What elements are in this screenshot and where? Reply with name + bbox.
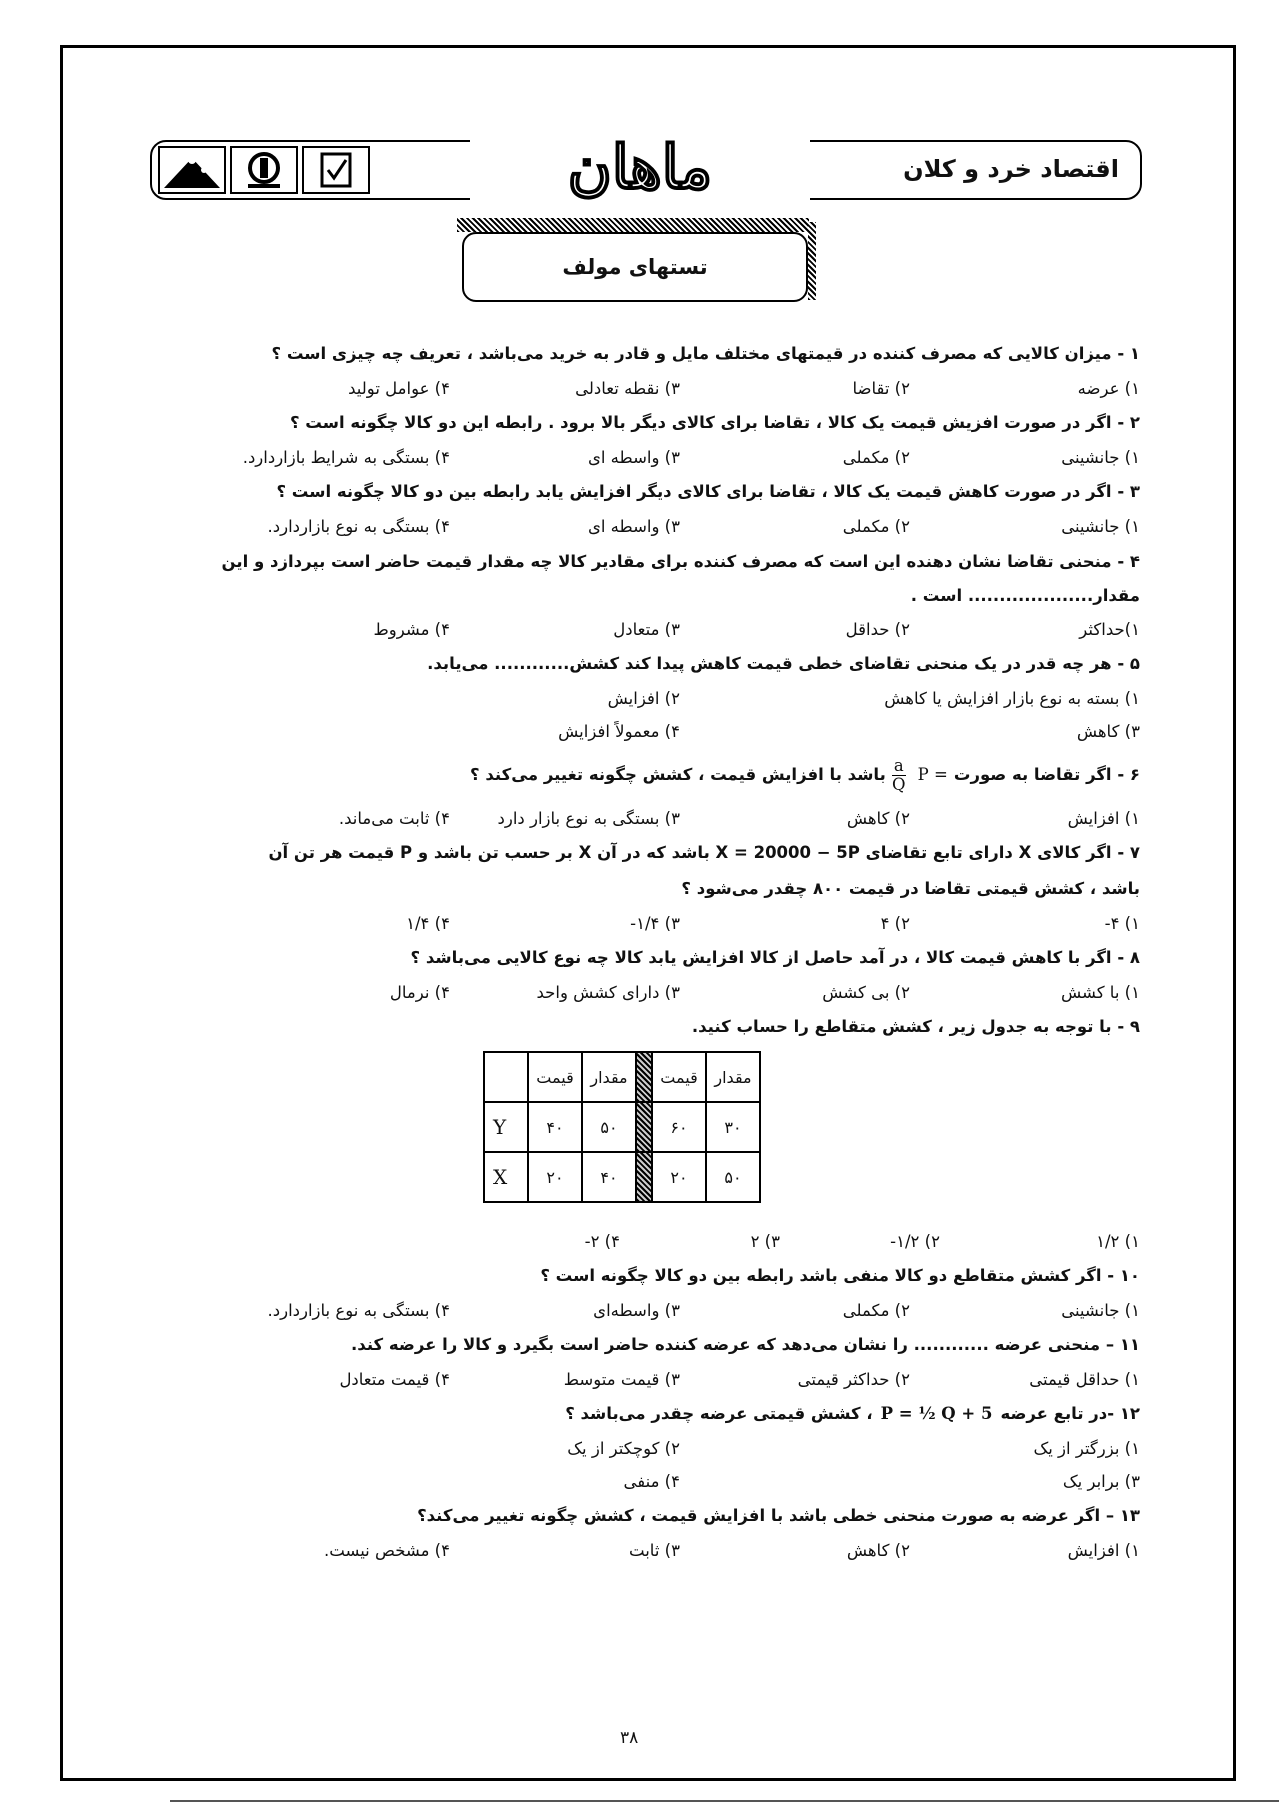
data-table-wrap xyxy=(140,1045,1140,1225)
question-text-line2: باشد ، کشش قیمتی تقاضا در قیمت ۸۰۰ چقدر می‌شود ؟ xyxy=(681,879,1140,898)
options xyxy=(140,907,1140,940)
options xyxy=(140,802,1140,835)
option: ۳) واسطه ای xyxy=(587,517,680,536)
certification-icon xyxy=(230,146,298,194)
page-number: ۳۸ xyxy=(620,1728,639,1748)
table-cell: ۴۰ xyxy=(582,1152,636,1202)
fraction: $\frac{a}{Q}$ xyxy=(891,755,906,794)
table-cell: ۲۰ xyxy=(652,1152,706,1202)
table-cell: ۶۰ xyxy=(652,1102,706,1152)
option: ۲) بی کشش xyxy=(822,983,910,1002)
option: ۱) افزایش xyxy=(1067,1541,1140,1560)
logo xyxy=(470,132,810,204)
question-12 xyxy=(140,1396,1140,1498)
option: ۲) کاهش xyxy=(846,1541,910,1560)
row-label: Y xyxy=(484,1102,528,1152)
question-8 xyxy=(140,940,1140,1009)
question-11 xyxy=(140,1327,1140,1396)
options xyxy=(140,1465,1140,1498)
option: ۳) بستگی به نوع بازار دارد xyxy=(497,809,680,828)
option: ۴) بستگی به نوع بازاردارد. xyxy=(267,1301,450,1320)
data-table xyxy=(483,1051,761,1203)
options xyxy=(140,682,1140,715)
option: ۴) ۲- xyxy=(584,1232,620,1251)
formula-p: P = xyxy=(917,765,948,784)
options xyxy=(140,372,1140,405)
options xyxy=(140,1432,1140,1465)
option: ۴) نرمال xyxy=(389,983,450,1002)
question-text: ۶ - اگر تقاضا به صورت P = $\frac{a}{Q}$ باشد با افزایش قیمت ، کشش چگونه تغییر می‌کند ؟ xyxy=(470,755,1140,794)
options xyxy=(140,1534,1140,1567)
options xyxy=(140,1294,1140,1327)
question-text: ۲ - اگر در صورت افزیش قیمت یک کالا ، تقاضا برای کالای دیگر بالا برود . رابطه این دو کالا چگونه است ؟ xyxy=(289,413,1140,432)
option: ۳) واسطه‌ای xyxy=(593,1301,680,1320)
option: ۳) کاهش xyxy=(1076,722,1140,741)
option: ۴) عوامل تولید xyxy=(348,379,450,398)
question-text: ۸ - اگر با کاهش قیمت کالا ، در آمد حاصل از کالا افزایش یابد کالا چه نوع کالایی می‌باشد ؟ xyxy=(410,948,1140,967)
questions xyxy=(140,336,1140,1567)
question-text: ۴ - منحنی تقاضا نشان دهنده این است که مصرف کننده برای مقادیر کالا چه مقدار قیمت حاضر است بپردازد و این مقدار.................... است . xyxy=(221,552,1140,605)
table-cell: ۵۰ xyxy=(706,1152,760,1202)
section-hatch xyxy=(457,218,809,232)
option: ۲) کوچکتر از یک xyxy=(567,1439,680,1458)
question-text: ۱۳ – اگر عرضه به صورت منحنی خطی باشد با افزایش قیمت ، کشش چگونه تغییر می‌کند؟ xyxy=(417,1506,1140,1525)
option: ۲) کاهش xyxy=(846,809,910,828)
formula: P = ½ Q + 5 xyxy=(880,1404,993,1423)
option: ۴) منفی xyxy=(623,1472,680,1491)
option: ۳) دارای کشش واحد xyxy=(536,983,680,1002)
row-label: X xyxy=(484,1152,528,1202)
table-header: مقدار xyxy=(582,1052,636,1102)
option: ۲) حداقل xyxy=(845,620,910,639)
option: ۳) متعادل xyxy=(613,620,680,639)
question-text-line1: ۷ - اگر کالای X دارای تابع تقاضای X = 20000 − 5P باشد که در آن X بر حسب تن باشد و P قیمت هر تن آن xyxy=(268,843,1140,862)
option: ۴) قیمت متعادل xyxy=(339,1370,450,1389)
question-text: ۳ - اگر در صورت کاهش قیمت یک کالا ، تقاضا برای کالای دیگر افزایش یابد رابطه بین دو کالا چگونه است ؟ xyxy=(276,482,1140,501)
quality-mark-icon xyxy=(302,146,370,194)
bottom-rule xyxy=(170,1800,1279,1802)
option: ۱) عرضه xyxy=(1077,379,1140,398)
options xyxy=(140,976,1140,1009)
option: ۴) معمولاً افزایش xyxy=(558,722,680,741)
climbers-icon xyxy=(158,146,226,194)
option: ۱) جانشینی xyxy=(1061,448,1140,467)
question-text: ۱۱ – منحنی عرضه ............ را نشان می‌دهد که عرضه کننده حاضر است بگیرد و کالا را عرضه کند. xyxy=(351,1335,1140,1354)
option: ۲) مکملی xyxy=(842,1301,910,1320)
table-row xyxy=(484,1152,760,1202)
table-row xyxy=(484,1102,760,1152)
option: ۲) افزایش xyxy=(607,689,680,708)
option: ۴) مشروط xyxy=(373,620,450,639)
option: ۱) حداقل قیمتی xyxy=(1029,1370,1140,1389)
option: ۴) ۱/۴ xyxy=(406,914,450,933)
option: ۳) ثابت xyxy=(629,1541,680,1560)
option: ۱) بسته به نوع بازار افزایش یا کاهش xyxy=(884,689,1140,708)
options xyxy=(140,1363,1140,1396)
badges xyxy=(158,146,370,194)
table-cell: ۲۰ xyxy=(528,1152,582,1202)
options xyxy=(140,1225,1140,1258)
table-cell: ۴۰ xyxy=(528,1102,582,1152)
question-4 xyxy=(140,543,1140,646)
question-text: ۱۲ -در تابع عرضه P = ½ Q + 5 ، کشش قیمتی عرضه چقدر می‌باشد ؟ xyxy=(140,1396,1140,1432)
option: ۳) نقطه تعادلی xyxy=(575,379,680,398)
options xyxy=(140,441,1140,474)
options xyxy=(140,715,1140,748)
question-text: ۵ - هر چه قدر در یک منحنی تقاضای خطی قیمت کاهش پیدا کند کشش............ می‌یابد. xyxy=(427,654,1140,673)
option: ۲) ۴ xyxy=(880,914,910,933)
options xyxy=(140,510,1140,543)
question-9 xyxy=(140,1009,1140,1258)
question-text: ۹ - با توجه به جدول زیر ، کشش متقاطع را حساب کنید. xyxy=(691,1017,1140,1036)
option: ۲) ۱/۲- xyxy=(890,1232,940,1251)
option: ۲) حداکثر قیمتی xyxy=(797,1370,910,1389)
option: ۱) جانشینی xyxy=(1061,517,1140,536)
option: ۴) مشخص نیست. xyxy=(324,1541,450,1560)
table-header: قیمت xyxy=(528,1052,582,1102)
table-cell: ۳۰ xyxy=(706,1102,760,1152)
logo-text: ماهان xyxy=(567,133,713,203)
question-10 xyxy=(140,1258,1140,1327)
question-text: ۱ - میزان کالایی که مصرف کننده در قیمتهای مختلف مایل و قادر به خرید می‌باشد ، تعریف چه چیزی است ؟ xyxy=(271,344,1140,363)
option: ۳) قیمت متوسط xyxy=(563,1370,680,1389)
section-title: تستهای مولف xyxy=(462,232,808,302)
option: ۴) بستگی به نوع بازاردارد. xyxy=(267,517,450,536)
question-1 xyxy=(140,336,1140,405)
table-row xyxy=(484,1052,760,1102)
option: ۳) واسطه ای xyxy=(587,448,680,467)
table-header: قیمت xyxy=(652,1052,706,1102)
option: ۱) بزرگتر از یک xyxy=(1033,1439,1140,1458)
options xyxy=(140,613,1140,646)
option: ۱) جانشینی xyxy=(1061,1301,1140,1320)
option: ۱) افزایش xyxy=(1067,809,1140,828)
option: ۳) ۲ xyxy=(750,1232,780,1251)
question-2 xyxy=(140,405,1140,474)
option: ۱) ۱/۲ xyxy=(1096,1232,1140,1251)
question-13 xyxy=(140,1498,1140,1567)
question-5 xyxy=(140,646,1140,748)
subject-title: اقتصاد خرد و کلان xyxy=(903,155,1119,183)
option: ۱) با کشش xyxy=(1060,983,1140,1002)
question-7 xyxy=(140,835,1140,940)
table-cell: ۵۰ xyxy=(582,1102,636,1152)
option: ۴) بستگی به شرایط بازاردارد. xyxy=(242,448,450,467)
option: ۳) ۱/۴- xyxy=(630,914,680,933)
option: ۳) برابر یک xyxy=(1062,1472,1140,1491)
table-header: مقدار xyxy=(706,1052,760,1102)
question-6 xyxy=(140,748,1140,835)
option: ۲) تقاضا xyxy=(852,379,910,398)
option: ۲) مکملی xyxy=(842,517,910,536)
option: ۱) ۴- xyxy=(1104,914,1140,933)
option: ۴) ثابت می‌ماند. xyxy=(338,809,450,828)
option: ۱)حداکثر xyxy=(1079,620,1140,639)
option: ۲) مکملی xyxy=(842,448,910,467)
question-text: ۱۰ - اگر کشش متقاطع دو کالا منفی باشد رابطه بین دو کالا چگونه است ؟ xyxy=(540,1266,1140,1285)
question-3 xyxy=(140,474,1140,543)
